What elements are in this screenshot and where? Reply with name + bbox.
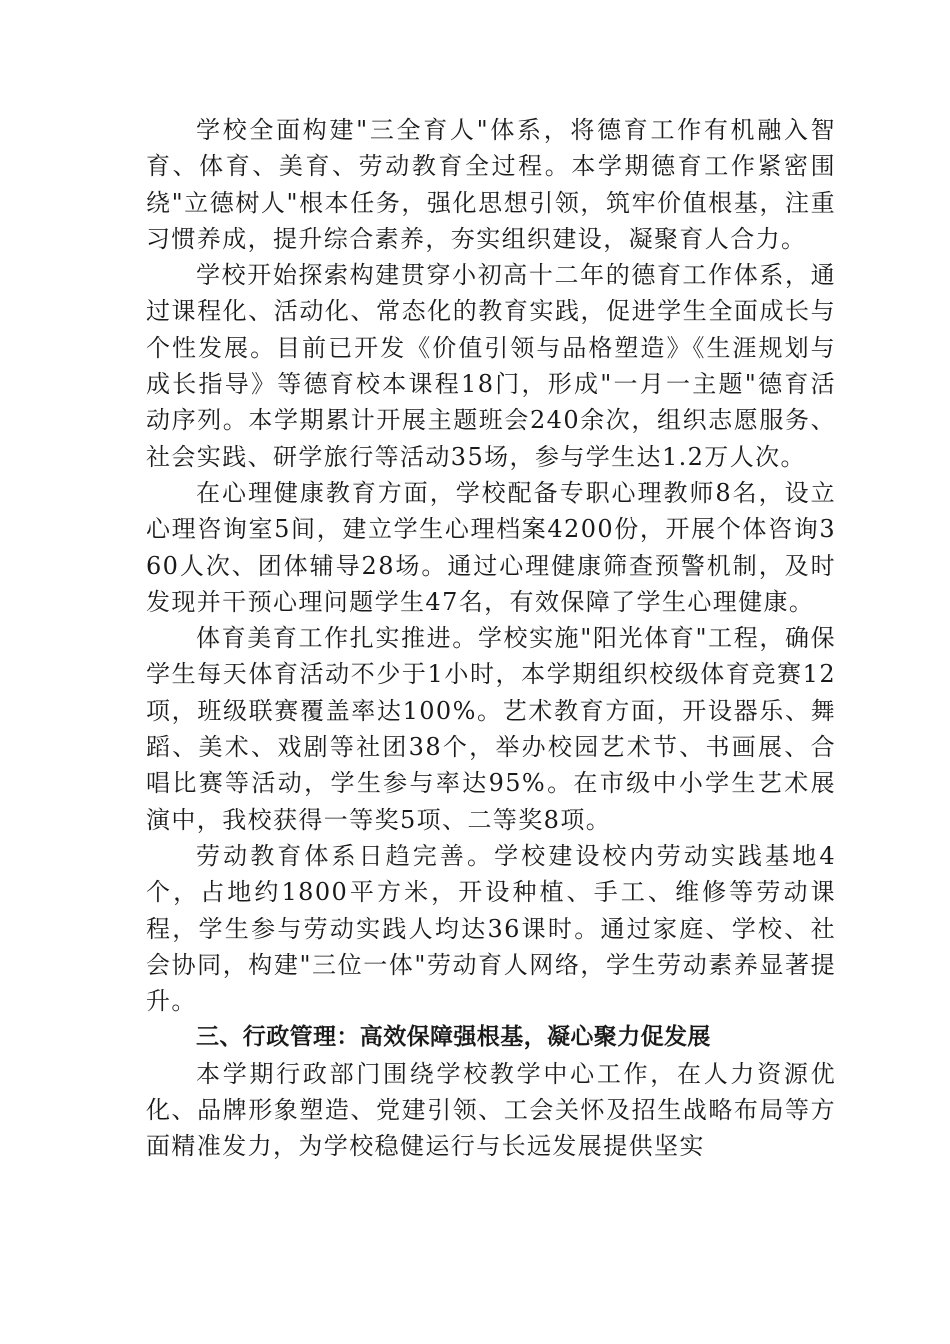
paragraph-moral-education-system: 学校全面构建"三全育人"体系，将德育工作有机融入智育、体育、美育、劳动教育全过程。本学期德育工作紧密围绕"立德树人"根本任务，强化思想引领，筑牢价值根基，注重习惯养成，提升综合素养，夯实组织建设，凝聚育人合力。 [146, 116, 836, 253]
section-heading-administration: 三、行政管理：高效保障强根基，凝心聚力促发展 [196, 1024, 711, 1051]
document-body [146, 112, 836, 1165]
paragraph-administration-intro: 本学期行政部门围绕学校教学中心工作，在人力资源优化、品牌形象塑造、党建引领、工会关怀及招生战略布局等方面精准发力，为学校稳健运行与长远发展提供坚实 [146, 1059, 836, 1161]
paragraph-twelve-year-moral-curriculum: 学校开始探索构建贯穿小初高十二年的德育工作体系，通过课程化、活动化、常态化的教育实践，促进学生全面成长与个性发展。目前已开发《价值引领与品格塑造》《生涯规划与成长指导》等德育校本课程18门，形成"一月一主题"德育活动序列。本学期累计开展主题班会240余次，组织志愿服务、社会实践、研学旅行等活动35场，参与学生达1.2万人次。 [146, 261, 836, 471]
paragraph-mental-health: 在心理健康教育方面，学校配备专职心理教师8名，设立心理咨询室5间，建立学生心理档案4200份，开展个体咨询360人次、团体辅导28场。通过心理健康筛查预警机制，及时发现并干预心理问题学生47名，有效保障了学生心理健康。 [146, 478, 836, 616]
paragraph-sports-and-arts: 体育美育工作扎实推进。学校实施"阳光体育"工程，确保学生每天体育活动不少于1小时，本学期组织校级体育竞赛12项，班级联赛覆盖率达100%。艺术教育方面，开设器乐、舞蹈、美术、戏剧等社团38个，举办校园艺术节、书画展、合唱比赛等活动，学生参与率达95%。在市级中小学生艺术展演中，我校获得一等奖5项、二等奖8项。 [146, 624, 836, 834]
paragraph-labor-education: 劳动教育体系日趋完善。学校建设校内劳动实践基地4个，占地约1800平方米，开设种植、手工、维修等劳动课程，学生参与劳动实践人均达36课时。通过家庭、学校、社会协同，构建"三位一体"劳动育人网络，学生劳动素养显著提升。 [146, 841, 836, 1016]
